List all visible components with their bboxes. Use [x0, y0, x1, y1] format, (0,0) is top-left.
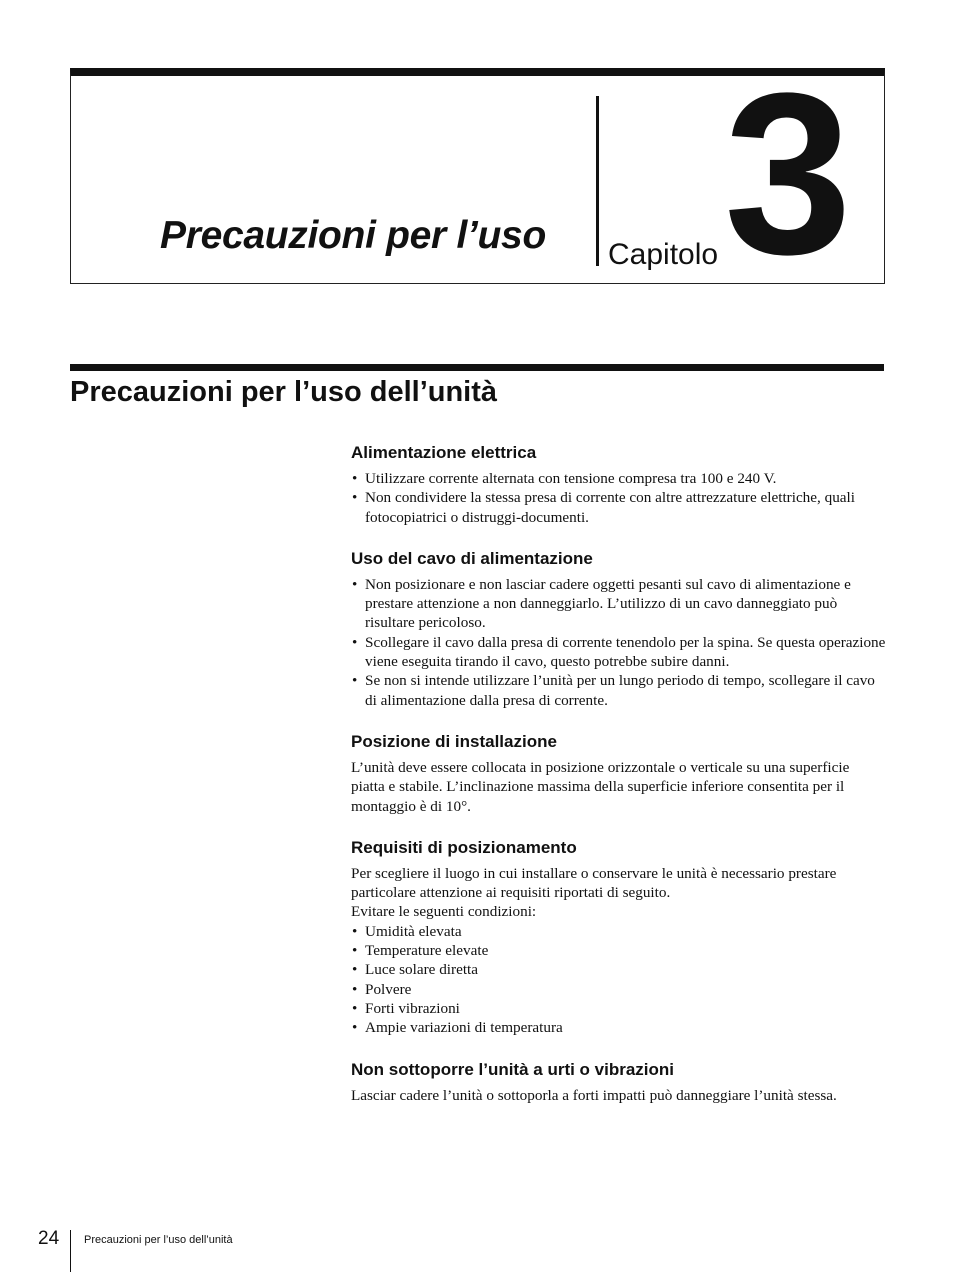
- list-item: • Utilizzare corrente alternata con tensione compresa tra 100 e 240 V.: [351, 469, 886, 488]
- list-item: • Temperature elevate: [351, 941, 886, 960]
- list-item: • Se non si intende utilizzare l’unità per un lungo periodo di tempo, scollegare il cavo di alimentazione dalla presa di corrente.: [351, 671, 886, 710]
- section-rule: [70, 364, 884, 371]
- cable-section: [351, 548, 886, 710]
- chapter-number: 3: [724, 45, 848, 302]
- cable-heading: Uso del cavo di alimentazione: [351, 548, 593, 568]
- installation-section: [351, 731, 886, 816]
- installation-heading: Posizione di installazione: [351, 731, 557, 751]
- section-title: Precauzioni per l’uso dell’unità: [70, 376, 498, 408]
- chapter-label: Capitolo: [608, 238, 719, 271]
- running-footer: Precauzioni per l’uso dell’unità: [84, 1234, 233, 1246]
- requirements-avoid: Evitare le seguenti condizioni:: [351, 903, 537, 921]
- page-number: 24: [38, 1228, 60, 1249]
- requirements-intro: Per scegliere il luogo in cui installare o conservare le unità è necessario prestare particolare attenzione ai requisiti riportati di seguito.: [351, 864, 837, 902]
- power-heading: Alimentazione elettrica: [351, 443, 537, 462]
- list-item: • Polvere: [351, 980, 886, 999]
- list-item: • Non condividere la stessa presa di corrente con altre attrezzature elettriche, quali fotocopiatrici o distruggi-documenti.: [351, 488, 886, 527]
- list-item: • Ampie variazioni di temperatura: [351, 1018, 886, 1037]
- chapter-divider: [596, 96, 599, 266]
- requirements-list: [351, 922, 886, 1038]
- list-item: • Luce solare diretta: [351, 960, 886, 979]
- list-item: • Forti vibrazioni: [351, 999, 886, 1018]
- power-section: [351, 442, 886, 527]
- power-list: [351, 469, 886, 527]
- cable-list: [351, 575, 886, 710]
- content-column: [351, 442, 886, 1126]
- list-item: • Umidità elevata: [351, 922, 886, 941]
- chapter-title: Precauzioni per l’uso: [160, 214, 546, 257]
- shock-section: [351, 1059, 886, 1105]
- requirements-heading: Requisiti di posizionamento: [351, 837, 577, 857]
- list-item: • Scollegare il cavo dalla presa di corrente tenendolo per la spina. Se questa operazione viene eseguita tirando il cavo, questo potrebbe subire danni.: [351, 633, 886, 672]
- requirements-section: [351, 837, 886, 1038]
- installation-text: L’unità deve essere collocata in posizione orizzontale o verticale su una superficie piatta e stabile. L’inclinazione massima della superficie inferiore consentita per il montaggio è di 10°.: [351, 758, 850, 815]
- footer-divider: [70, 1230, 71, 1272]
- shock-heading: Non sottoporre l’unità a urti o vibrazioni: [351, 1059, 675, 1079]
- shock-text: Lasciar cadere l’unità o sottoporla a forti impatti può danneggiare l’unità stessa.: [351, 1086, 837, 1104]
- list-item: • Non posizionare e non lasciar cadere oggetti pesanti sul cavo di alimentazione e prestare attenzione a non danneggiarlo. L’utilizzo di un cavo danneggiato può risultare pericoloso.: [351, 575, 886, 633]
